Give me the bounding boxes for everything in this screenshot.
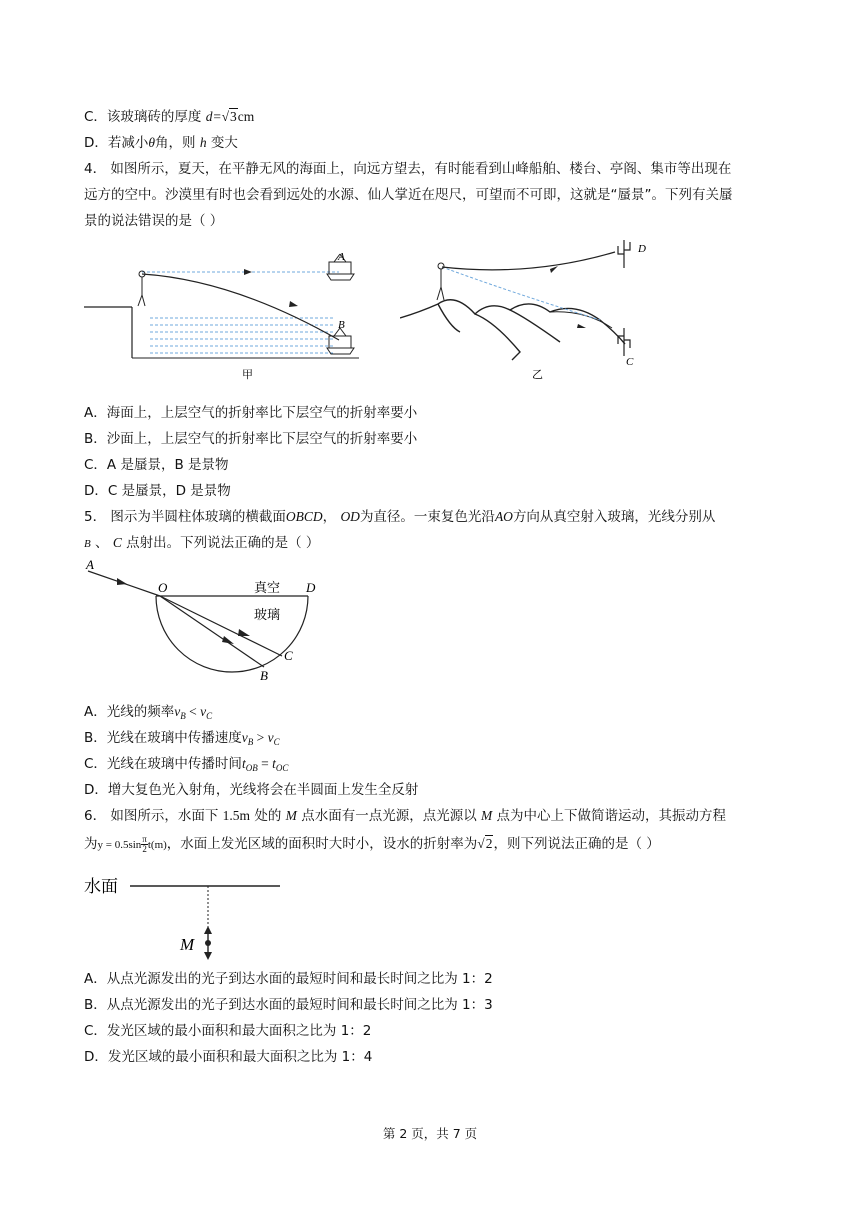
q5-stem-line1: 5． 图示为半圆柱体玻璃的横截面OBCD， OD为直径。一束复色光沿AO方向从真空射入玻璃，光线分别从 <box>84 509 716 525</box>
arrow-icon <box>577 324 586 328</box>
light-source-point <box>205 940 211 946</box>
q3-option-c: C．该玻璃砖的厚度 d=√3cm <box>84 109 255 125</box>
q5-option-a: A．光线的频率$\nu_B < \nu_C$ <box>84 704 213 721</box>
semicircle-glass-figure <box>84 556 334 684</box>
q6-option-d: D．发光区域的最小面积和最大面积之比为 1：4 <box>84 1049 373 1065</box>
label-m: M <box>180 935 195 954</box>
mirage-desert-figure <box>400 232 670 380</box>
q6-stem-line1: 6． 如图所示，水面下 1.5m 处的 M 点水面有一点光源，点光源以 M 点为中心上下做简谐运动，其振动方程 <box>84 808 727 824</box>
label-vacuum: 真空 <box>254 581 281 596</box>
arrow-icon <box>238 629 250 636</box>
dune-ridge <box>400 300 625 344</box>
q5-option-c: C．光线在玻璃中传播时间$t_{OB} = t_{OC}$ <box>84 756 289 773</box>
label-glass: 玻璃 <box>254 608 281 623</box>
observer-icon <box>437 263 444 300</box>
q6-stem-line2: 为y = 0.5sin $\frac{\pi}{2}$ t(m)，水面上发光区域的面积时大时小，设水的折射率为√2，则下列说法正确的是（ ） <box>84 833 660 854</box>
ray-oc <box>160 596 282 656</box>
q3-option-d: D．若减小θ角，则 h 变大 <box>84 135 238 151</box>
label-c: C <box>284 648 293 663</box>
arrow-down-icon <box>204 952 212 960</box>
label-b: B <box>338 319 345 331</box>
q5-option-b: B．光线在玻璃中传播速度$v_B > v_C$ <box>84 730 280 747</box>
q4-option-c: C．A 是蜃景，B 是景物 <box>84 457 229 473</box>
caption-yi: 乙 <box>532 368 543 380</box>
mirage-sea-figure <box>84 240 374 380</box>
q4-option-a: A．海面上，上层空气的折射率比下层空气的折射率要小 <box>84 405 418 421</box>
q5-stem-line2: B 、 C 点射出。下列说法正确的是（ ） <box>84 535 320 551</box>
arrow-icon <box>222 636 234 644</box>
q5-option-d: D．增大复色光入射角，光线将会在半圆面上发生全反射 <box>84 782 419 798</box>
ray-ob <box>160 596 264 667</box>
q4-option-d: D．C 是蜃景，D 是景物 <box>84 483 231 499</box>
q4-stem-line2: 远方的空中。沙漠里有时也会看到远处的水源、仙人掌近在咫尺，可望而不可即，这就是“蜃景”。下列有关蜃 <box>84 187 733 203</box>
light-curve <box>142 274 339 340</box>
caption-jia: 甲 <box>242 368 253 380</box>
cactus-object-icon <box>618 328 630 356</box>
label-d: D <box>306 580 316 595</box>
label-b: B <box>260 668 268 683</box>
q4-stem-line1: 4． 如图所示，夏天，在平静无风的海面上，向远方望去，有时能看到山峰船舶、楼台、亭阁、集市等出现在 <box>84 161 732 177</box>
water-light-source-figure <box>84 870 294 965</box>
label-o: O <box>158 580 168 595</box>
label-d: D <box>638 243 646 255</box>
observer-icon <box>138 271 145 306</box>
q6-option-a: A．从点光源发出的光子到达水面的最短时间和最长时间之比为 1：2 <box>84 971 493 987</box>
label-a: A <box>338 251 345 263</box>
arrow-up-icon <box>204 926 212 934</box>
arrow-icon <box>289 301 298 307</box>
cactus-mirage-icon <box>618 240 630 268</box>
arrow-icon <box>244 269 252 275</box>
light-curve <box>442 252 615 270</box>
label-c: C <box>626 356 634 368</box>
q6-option-c: C．发光区域的最小面积和最大面积之比为 1：2 <box>84 1023 372 1039</box>
label-a: A <box>86 557 94 572</box>
sight-line <box>442 267 600 320</box>
q6-option-b: B．从点光源发出的光子到达水面的最短时间和最长时间之比为 1：3 <box>84 997 493 1013</box>
q4-option-b: B．沙面上，上层空气的折射率比下层空气的折射率要小 <box>84 431 418 447</box>
arrow-icon <box>117 578 127 585</box>
q4-stem-line3: 景的说法错误的是（ ） <box>84 213 224 229</box>
label-water-surface: 水面 <box>84 877 118 897</box>
arrow-icon <box>550 266 558 273</box>
page-footer: 第 2 页，共 7 页 <box>382 1126 478 1141</box>
